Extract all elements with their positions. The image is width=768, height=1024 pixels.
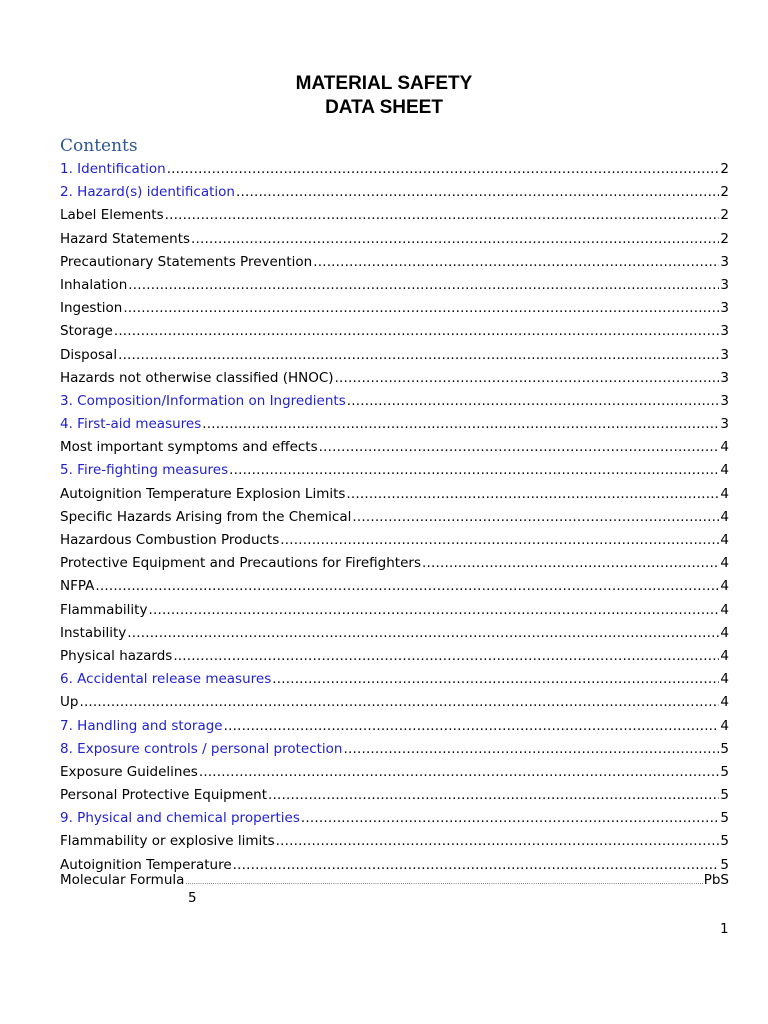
toc-leader-dots [185, 879, 702, 886]
toc-entry[interactable] [60, 575, 729, 598]
toc-entry-page: 5 [720, 856, 729, 873]
toc-entry-label: 7. Handling and storage [60, 717, 223, 734]
toc-entry-page: 5 [720, 833, 729, 850]
toc-entry-label: Autoignition Temperature [60, 856, 232, 873]
toc-entry[interactable] [60, 622, 729, 645]
toc-entry[interactable] [60, 830, 729, 853]
toc-entry-page: 4 [720, 555, 729, 572]
toc-entry[interactable] [60, 738, 729, 761]
toc-leader-dots [280, 529, 719, 552]
toc-entry-label: Flammability [60, 601, 148, 618]
toc-entry-label: Most important symptoms and effects [60, 439, 318, 456]
toc-entry-trailing: PbS [703, 872, 729, 888]
toc-entry-label: 2. Hazard(s) identification [60, 184, 235, 201]
toc-entry-page: 5 [720, 787, 729, 804]
toc-leader-dots [347, 390, 720, 413]
toc-entry-page: 4 [720, 462, 729, 479]
toc-entry-label: Storage [60, 323, 113, 340]
toc-entry-label: Protective Equipment and Precautions for Firefighters [60, 555, 421, 572]
toc-entry[interactable] [60, 344, 729, 367]
toc-leader-dots [272, 668, 719, 691]
toc-entry-label: 3. Composition/Information on Ingredients [60, 392, 346, 409]
toc-entry-page: 4 [720, 717, 729, 734]
toc-leader-dots [79, 691, 719, 714]
toc-entry-page: 4 [720, 694, 729, 711]
toc-leader-dots [224, 715, 720, 738]
toc-entry[interactable] [60, 691, 729, 714]
toc-entry[interactable] [60, 274, 729, 297]
toc-entry[interactable] [60, 367, 729, 390]
toc-leader-dots [422, 552, 719, 575]
toc-entry-label: Flammability or explosive limits [60, 833, 275, 850]
toc-entry-label: 4. First-aid measures [60, 416, 202, 433]
toc-leader-dots [191, 228, 719, 251]
toc-leader-dots [118, 344, 719, 367]
toc-leader-dots [276, 830, 720, 853]
toc-entry[interactable] [60, 228, 729, 251]
toc-entry-page: 3 [720, 392, 729, 409]
toc-entry[interactable] [60, 483, 729, 506]
toc-entry[interactable] [60, 413, 729, 436]
toc-entry[interactable] [60, 181, 729, 204]
toc-leader-dots [128, 274, 719, 297]
toc-entry-page: 5 [720, 810, 729, 827]
toc-entry-page: 3 [720, 323, 729, 340]
toc-entry-label: 9. Physical and chemical properties [60, 810, 300, 827]
toc-entry-page: 4 [720, 532, 729, 548]
toc-leader-dots [229, 459, 719, 482]
page-number: 1 [720, 921, 729, 937]
toc-entry-page: 2 [720, 184, 729, 201]
toc-entry-page: 3 [720, 416, 729, 433]
toc-entry-label: 1. Identification [60, 161, 166, 177]
toc-entry[interactable] [60, 761, 729, 784]
toc-entry-label: Hazard Statements [60, 230, 191, 247]
toc-entry[interactable] [60, 390, 729, 413]
toc-entry-label: 8. Exposure controls / personal protection [60, 740, 343, 757]
toc-entry-label: Autoignition Temperature Explosion Limits [60, 485, 346, 502]
toc-leader-dots [173, 645, 719, 668]
toc-entry-label: 6. Accidental release measures [60, 671, 272, 688]
toc-leader-dots [268, 784, 719, 807]
toc-leader-dots [343, 738, 719, 761]
toc-entry-page: 2 [720, 207, 729, 224]
toc-entry-label: NFPA [60, 578, 95, 595]
toc-entry-label: Label Elements [60, 207, 164, 224]
toc-entry-label: Specific Hazards Arising from the Chemical [60, 508, 352, 525]
toc-entry-label: Exposure Guidelines [60, 763, 198, 780]
toc-entry-page: 4 [720, 508, 729, 525]
toc-entry[interactable] [60, 807, 729, 830]
toc-leader-dots [313, 251, 719, 274]
toc-entry[interactable] [60, 599, 729, 622]
toc-entry-page: 4 [720, 601, 729, 618]
toc-entry-page: 3 [720, 346, 729, 363]
toc-entry-page: 4 [720, 578, 729, 595]
toc-leader-dots [148, 599, 719, 622]
toc-entry[interactable] [60, 297, 729, 320]
toc-entry-page: 4 [720, 624, 729, 641]
toc-entry-label: Inhalation [60, 276, 128, 293]
toc-entry-page: 2 [720, 230, 729, 247]
toc-leader-dots [346, 483, 719, 506]
toc-entry-page: 3 [720, 300, 729, 317]
toc-entry-page: 4 [720, 485, 729, 502]
toc-entry[interactable] [60, 645, 729, 668]
toc-entry-page: 4 [720, 671, 729, 688]
toc-leader-dots [167, 158, 720, 181]
toc-entry[interactable] [60, 715, 729, 738]
toc-entry[interactable] [60, 529, 729, 552]
toc-entry-label: Hazards not otherwise classified (HNOC) [60, 369, 334, 386]
toc-leader-dots [123, 297, 719, 320]
toc-entry-page: 2 [720, 161, 729, 177]
toc-entry-label: Precautionary Statements Prevention [60, 253, 313, 270]
toc-entry[interactable] [60, 668, 729, 691]
toc-entry[interactable] [60, 320, 729, 343]
document-title [0, 72, 768, 120]
toc-entry[interactable] [60, 158, 729, 181]
toc-entry[interactable] [60, 204, 729, 227]
toc-entry[interactable] [60, 506, 729, 529]
title-line-2: DATA SHEET [325, 97, 443, 118]
toc-entry-label: 5. Fire-fighting measures [60, 462, 229, 479]
toc-leader-dots [114, 320, 720, 343]
toc-entry-page: 5 [720, 740, 729, 757]
toc-entry[interactable] [60, 251, 729, 274]
toc-entry-molecular-formula[interactable] [60, 872, 729, 888]
toc-leader-dots [335, 367, 720, 390]
toc-entry-page: 5 [720, 763, 729, 780]
toc-entry-page: 3 [720, 369, 729, 386]
toc-entry[interactable] [60, 436, 729, 459]
toc-leader-dots [95, 575, 719, 598]
toc-leader-dots [202, 413, 719, 436]
toc-entry-label: Molecular Formula [60, 872, 185, 888]
toc-entry-label: Disposal [60, 346, 118, 363]
toc-leader-dots [199, 761, 720, 784]
toc-entry-page: 4 [720, 647, 729, 664]
title-line-1: MATERIAL SAFETY [295, 73, 473, 94]
toc-entry[interactable] [60, 459, 729, 482]
toc-entry-page: 5 [188, 890, 197, 906]
toc-entry-page: 3 [720, 276, 729, 293]
toc-leader-dots [352, 506, 719, 529]
toc-entry-page: 3 [720, 253, 729, 270]
toc-leader-dots [165, 204, 720, 227]
toc-leader-dots [127, 622, 719, 645]
toc-entry-page: 4 [720, 439, 729, 456]
toc-entry-label: Instability [60, 624, 127, 641]
toc-entry-label: Up [60, 694, 79, 711]
contents-heading: Contents [60, 136, 138, 156]
toc-entry[interactable] [60, 784, 729, 807]
toc-entry-label: Ingestion [60, 300, 123, 317]
toc-entry[interactable] [60, 552, 729, 575]
toc-leader-dots [301, 807, 720, 830]
toc-entry-label: Personal Protective Equipment [60, 787, 268, 804]
toc-leader-dots [319, 436, 720, 459]
toc-entry-label: Physical hazards [60, 647, 173, 664]
table-of-contents [60, 158, 729, 877]
toc-leader-dots [236, 181, 719, 204]
toc-entry-label: Hazardous Combustion Products [60, 532, 280, 548]
